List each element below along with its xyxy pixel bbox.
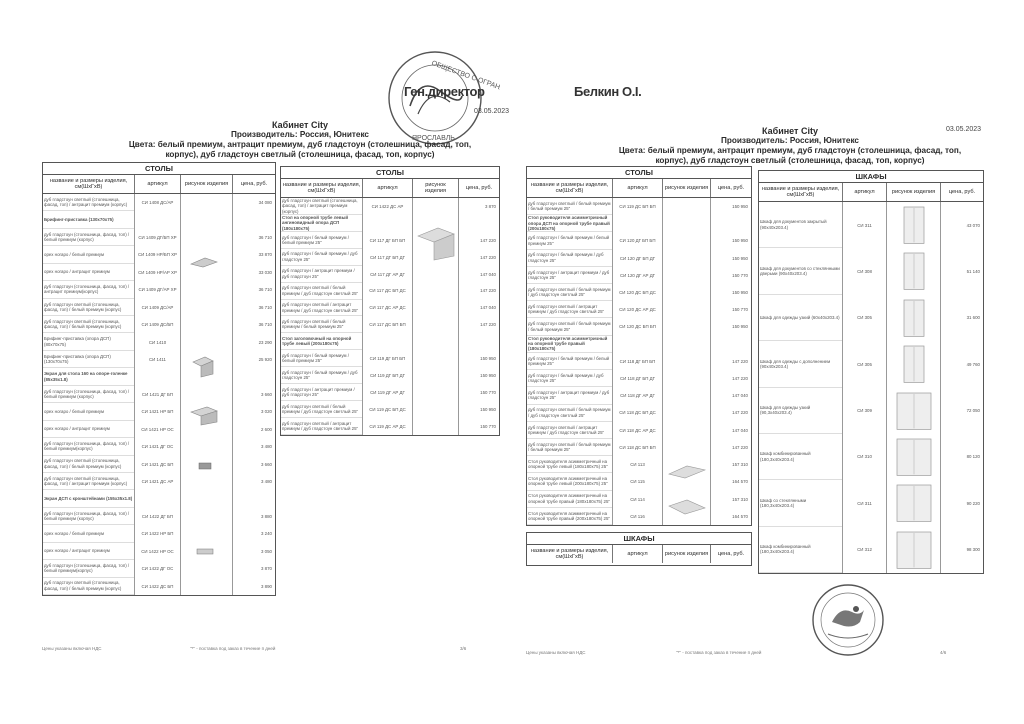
row-price: 90 220 [966, 500, 980, 506]
row-price [711, 336, 751, 353]
table-caption: ШКАФЫ [759, 171, 983, 183]
row-price [233, 368, 275, 385]
row-price: 23 290 [258, 339, 272, 345]
row-name: дуб гладстоун светлый / белый премиум / белый премиум 25" [527, 198, 612, 215]
svg-text:ЯРОСЛАВЛЬ: ЯРОСЛАВЛЬ [412, 135, 455, 142]
row-price: 164 570 [732, 479, 748, 485]
cabinet-icon [896, 484, 932, 527]
row-article: СИ 120 ДГ АР ДГ [619, 272, 656, 278]
col-header-picture: рисунок изделия [663, 179, 711, 197]
row-name: дуб гладстоун светлый / белый премиум / дуб гладстоун светлый 25" [281, 283, 362, 300]
row-name: Брифинг-приставка (опора ДСП) (130х70х75) [43, 351, 134, 368]
col-article [135, 194, 181, 595]
row-article: СИ 1422 ДС АР [371, 203, 404, 209]
row-article [363, 333, 412, 350]
row-price: 150 950 [732, 203, 748, 209]
row-price: 147 040 [732, 393, 748, 399]
row-name: Шкаф для одежды с дополнением (90х40х203.4) [759, 341, 842, 387]
row-name: дуб гладстоун / белый премиум / дуб гладстоун 25" [527, 370, 612, 387]
row-article: СИ 118 ДГ АР ДГ [620, 393, 655, 399]
row-article: СИ 1421 ДГ ОС [141, 444, 174, 450]
row-article [613, 336, 662, 353]
row-name: Стол руководителя асимметричный на опорной трубе правый (180х180х75) 25" [527, 491, 612, 508]
col-header-price: цена, руб. [465, 184, 493, 191]
row-article: СИ 117 ДГ БП ДГ [370, 254, 405, 260]
table-caption: СТОЛЫ [281, 167, 499, 179]
row-name: Экран для стола 160 на опоре-голенке (85х35х1.8) [43, 368, 134, 385]
table-body [527, 198, 751, 525]
row-article: СИ 117 ДС АР ДС [369, 305, 406, 311]
row-price: 147 220 [480, 237, 496, 243]
briefing-table-icon [189, 254, 219, 273]
row-name: Стол руководителя асимметричный опора ДСП на опорной трубе правый (200х180х75) [527, 215, 612, 232]
col-header-picture: рисунок изделия [663, 545, 711, 563]
row-price: 3 660 [261, 461, 272, 467]
row-name: Стол руководителя асимметричный на опорной трубе левый (180х180х75) 25" [527, 456, 612, 473]
row-article [135, 368, 180, 385]
row-article: СИ 119 ДГ АР ДГ [370, 390, 405, 396]
row-name: дуб гладстоун / белый премиум / белый премиум 25" [527, 232, 612, 249]
row-name: Стол руководителя асимметричный на опорной трубе левый (200х180х75) 25" [527, 473, 612, 490]
row-price: 150 770 [732, 272, 748, 278]
company-seal-icon [810, 582, 886, 658]
row-article: СИ 1409 ДС/БП [141, 322, 174, 328]
row-name: дуб гладстоун (столешница, фасад, топ) / антрацит премиум(корпус) [43, 281, 134, 298]
row-name: дуб гладстоун светлый (столешница, фасад, топ) / антрацит премиум (корпус) [43, 194, 134, 211]
row-price: 3 870 [485, 203, 496, 209]
row-price: 98 300 [966, 547, 980, 553]
row-price: 147 040 [480, 271, 496, 277]
vat-note-right: Цены указаны включая НДС [526, 650, 586, 655]
row-name: орех ногаро / белый премиум [43, 525, 134, 542]
row-price: 80 120 [966, 454, 980, 460]
row-article: СИ 114 [630, 496, 645, 502]
row-article: СИ 1421 ДС БП [141, 461, 174, 467]
row-price: 150 950 [480, 406, 496, 412]
row-price [711, 215, 751, 232]
row-article: СИ 1410 [148, 339, 167, 345]
row-price: 150 950 [732, 290, 748, 295]
row-name: дуб гладстоун / белый премиум / дуб гладстоун 25" [281, 367, 362, 384]
row-name: дуб гладстоун / белый премиум / белый премиум 25" [281, 350, 362, 367]
row-name: дуб гладстоун (столешница, фасад, топ) / белый премиум(корпус) [43, 438, 134, 455]
table-desks-2 [280, 166, 500, 436]
col-name [43, 194, 135, 595]
table-desks-1 [42, 162, 276, 596]
row-article: СИ 1411 [149, 356, 166, 362]
row-article: СИ 118 ДС БП БП [619, 444, 656, 450]
row-article: СИ 118 ДС АР ДС [619, 427, 656, 433]
row-article [135, 211, 180, 228]
row-name: дуб гладстоун / антрацит премиум / дуб гладстоун 25" [281, 266, 362, 283]
row-name: орех ногаро / антрацит премиум [43, 264, 134, 281]
row-name: дуб гладстоун / белый премиум / белый премиум 25" [527, 353, 612, 370]
screen-panel-2-icon [195, 544, 215, 562]
cabinet-icon [903, 299, 925, 342]
row-article: СИ 117 ДС БП ДС [369, 288, 406, 294]
row-name: дуб гладстоун светлый / белый премиум / дуб гладстоун светлый 25" [527, 405, 612, 422]
col-header-article: артикул [613, 179, 663, 197]
column-headers [43, 175, 275, 194]
row-name: Шкаф комбинированный (180,3х40х203.4) [759, 434, 842, 480]
row-article: СИ 1422 ДГ БП [141, 513, 174, 519]
row-name: Брифинг-приставка (130х70х75) [43, 211, 134, 228]
row-price: 36 710 [258, 322, 272, 328]
row-price: 147 040 [732, 427, 748, 433]
col-picture [887, 202, 941, 573]
row-article: СИ 1422 НР БП [141, 531, 174, 537]
row-article: СИ 119 ДС АР ДС [369, 423, 406, 429]
table-caption: ШКАФЫ [527, 533, 751, 545]
order-note-right: "*" - поставка под заказ в течение п дней [676, 650, 762, 655]
row-price: 157 310 [732, 462, 748, 468]
right-header [600, 126, 980, 166]
row-name: Шкаф для одежды узкий (90,3х40х203.4) [759, 388, 842, 434]
col-article [843, 202, 887, 573]
row-article: СИ 117 ДГ АР ДГ [370, 271, 405, 277]
row-name: дуб гладстоун (столешница, фасад, топ) / белый премиум(корпус) [43, 560, 134, 577]
corner-desk-right-icon [667, 498, 707, 523]
col-price [459, 198, 499, 435]
row-article: СИ 1421 НР ОС [141, 426, 174, 432]
cabinet-icon [903, 345, 925, 388]
col-header-name: название и размеры изделия, см(ШхГхВ) [281, 179, 363, 197]
row-article: СИ 310 [857, 454, 872, 460]
row-article: СИ 120 ДС БП БП [619, 324, 656, 330]
col-header-price: цена, руб. [717, 184, 745, 191]
table-caption: СТОЛЫ [527, 167, 751, 179]
table-body [281, 198, 499, 435]
doc-title: Кабинет City [272, 120, 328, 130]
row-price: 3 480 [261, 479, 272, 485]
col-picture [413, 198, 459, 435]
cabinet-icon [896, 531, 932, 574]
signature-role: Ген.директор [404, 84, 485, 99]
col-header-name: название и размеры изделия, см(ШхГхВ) [527, 545, 613, 563]
table-cabinets [758, 170, 984, 574]
row-name: Шкаф для документов со стеклянными дверьми (90х40х203.4) [759, 248, 842, 294]
row-price [459, 333, 499, 350]
row-price: 147 220 [480, 254, 496, 260]
row-name: дуб гладстоун светлый / антрацит премиум / дуб гладстоун светлый 25" [527, 422, 612, 439]
doc-date: 03.05.2023 [946, 126, 982, 133]
row-name: Брифинг-приставка (опора ДСП) (80х70х75) [43, 333, 134, 350]
row-price: 3 880 [261, 513, 272, 519]
row-article: СИ 120 ДС АР ДС [619, 307, 656, 313]
row-article: СИ 116 [630, 513, 645, 519]
row-price: 2 600 [261, 426, 272, 432]
briefing-table-wide-icon [189, 404, 219, 431]
col-article [613, 198, 663, 525]
row-price: 3 480 [261, 444, 272, 450]
col-name [281, 198, 363, 435]
col-header-name: название и размеры изделия, см(ШхГхВ) [527, 179, 613, 197]
row-name: Шкаф комбинированный (180,3х40х203.4) [759, 527, 842, 573]
row-article: СИ 1421 ДС АР [141, 479, 174, 485]
row-article: СИ 120 ДГ БП ДГ [619, 255, 656, 261]
row-name: дуб гладстоун светлый (столешница, фасад, топ) / белый премиум (корпус) [43, 316, 134, 333]
row-name: дуб гладстоун светлый (столешница, фасад, топ) / белый премиум (корпус) [43, 299, 134, 316]
col-price [233, 194, 275, 595]
row-price [459, 215, 499, 232]
row-article: СИ 311 [857, 222, 872, 228]
row-name: дуб гладстоун светлый / белый премиум / белый премиум 25" [527, 318, 612, 335]
row-price: 25 920 [258, 356, 272, 362]
row-price: 36 710 [258, 287, 272, 293]
row-article: СИ 1421 ДГ БП [141, 391, 174, 397]
row-article: СИ 1409 НР/АР ХР [138, 269, 177, 275]
col-header-name: название и размеры изделия, см(ШхГхВ) [43, 175, 135, 193]
row-price: 150 950 [480, 373, 496, 379]
row-price: 157 310 [732, 496, 748, 502]
col-header-price: цена, руб. [717, 550, 745, 557]
row-price: 147 220 [480, 288, 496, 294]
col-header-article: артикул [843, 183, 887, 201]
col-header-name: название и размеры изделия, см(ШхГхВ) [759, 183, 843, 201]
row-price: 43 070 [966, 222, 980, 228]
row-price: 3 050 [261, 548, 272, 554]
table-caption: СТОЛЫ [43, 163, 275, 175]
row-name: орех ногаро / антрацит премиум [43, 543, 134, 560]
manufacturer: Производитель: Россия, Юнитекс [721, 136, 859, 145]
row-name: дуб гладстоун светлый / антрацит премиум / дуб гладстоун светлый 25" [527, 301, 612, 318]
row-name: дуб гладстоун / антрацит премиум / дуб гладстоун 25" [527, 387, 612, 404]
col-header-article: артикул [135, 175, 181, 193]
stamp-date: 03.05.2023 [474, 108, 510, 115]
row-price: 150 770 [732, 307, 748, 313]
row-name: Экран ДСП с кронштейнами (155х35х1.8) [43, 490, 134, 507]
table-body [43, 194, 275, 595]
row-price: 72 050 [966, 408, 980, 414]
column-headers [527, 545, 751, 563]
row-article [363, 215, 412, 232]
page-number-right: 4/6 [940, 650, 947, 655]
row-name: дуб гладстоун (столешница, фасад, топ) / белый премиум (корпус) [43, 386, 134, 403]
column-headers [281, 179, 499, 198]
row-price: 147 220 [732, 376, 748, 382]
cabinet-icon [903, 206, 925, 249]
page-number-left: 3/6 [460, 646, 467, 651]
row-price: 49 760 [966, 361, 980, 367]
table-cabinets-header [526, 532, 752, 566]
col-header-picture: рисунок изделия [887, 183, 941, 201]
col-header-article: артикул [363, 179, 413, 197]
row-article: СИ 1408 ДС/АР [141, 200, 174, 206]
row-name: дуб гладстоун / белый премиум / белый премиум 25" [281, 232, 362, 249]
row-article: СИ 305 [857, 361, 872, 367]
svg-text:ОБЩЕСТВО С ОГРАНИЧЕННОЙ: ОБЩЕСТВО С ОГРАНИЧЕННОЙ [430, 59, 500, 104]
manufacturer: Производитель: Россия, Юнитекс [231, 130, 369, 139]
row-name: Стол руководителя асимметричный на опорной трубе правый (200х180х75) 25" [527, 508, 612, 525]
col-header-price: цена, руб. [240, 180, 268, 187]
row-name: Стол на опорной трубе левый ангиновидный опора ДСП (180х180х75) [281, 215, 362, 232]
row-price: 3 240 [261, 531, 272, 537]
row-article: СИ 119 ДГ БП ДГ [370, 373, 405, 379]
row-name: Шкаф для документов закрытый (90х40х203.4) [759, 202, 842, 248]
row-price: 150 770 [480, 390, 496, 396]
row-price: 3 870 [261, 566, 272, 572]
col-name [527, 198, 613, 525]
column-headers [527, 179, 751, 198]
cabinet-icon [903, 252, 925, 295]
corner-desk-left-icon [416, 226, 456, 267]
col-picture [663, 198, 711, 525]
table-body [759, 202, 983, 573]
row-article: СИ 115 [630, 479, 645, 485]
row-name: дуб гладстоун светлый / антрацит премиум / дуб гладстоун светлый 25" [281, 300, 362, 317]
col-name [759, 202, 843, 573]
row-name: дуб гладстоун светлый / белый премиум / белый премиум 25" [527, 439, 612, 456]
row-price: 33 030 [258, 269, 272, 275]
row-article: СИ 120 ДС БП ДС [619, 290, 656, 295]
row-name: дуб гладстоун светлый / антрацит премиум / дуб гладстоун светлый 25" [281, 418, 362, 435]
row-name: дуб гладстоун / белый премиум / дуб гладстоун 25" [527, 250, 612, 267]
row-price: 34 080 [258, 200, 272, 206]
col-picture [181, 194, 233, 595]
row-name: дуб гладстоун светлый (столешница, фасад, топ) / белый премиум (корпус) [43, 456, 134, 473]
row-price: 147 220 [732, 444, 748, 450]
briefing-table-l-icon [191, 354, 215, 383]
row-price: 164 570 [732, 513, 748, 519]
row-name: дуб гладстоун (столешница, фасад, топ) / белый премиум (корпус) [43, 508, 134, 525]
row-name: дуб гладстоун светлый / белый премиум / дуб гладстоун светлый 25" [281, 401, 362, 418]
row-article [613, 215, 662, 232]
doc-title: Кабинет City [762, 126, 818, 136]
row-article: СИ 119 ДС БП БП [619, 203, 656, 209]
row-price: 36 710 [258, 234, 272, 240]
row-name: орех ногаро / антрацит премиум [43, 421, 134, 438]
row-name: дуб гладстоун светлый (столешница, фасад, топ) / антрацит премиум (корпус) [43, 473, 134, 490]
row-name: Шкаф для одежды узкий (60х40х203.4) [759, 295, 842, 341]
row-name: Стол заголовочный на опорной трубе левый (200х180х75) [281, 333, 362, 350]
row-name: Шкаф со стеклянными (180,3х40х203.4) [759, 480, 842, 526]
row-price: 51 140 [966, 268, 980, 274]
colors-line-1: Цвета: белый премиум, антрацит премиум, дуб гладстоун (столешница, фасад, топ, [128, 140, 472, 149]
cabinet-icon [896, 392, 932, 435]
colors-line-2: корпус), дуб гладстоун светлый (столешница, фасад, топ, корпус) [165, 150, 435, 159]
row-article: СИ 309 [857, 408, 872, 414]
colors-line-2: корпус), дуб гладстоун светлый (столешница, фасад, топ, корпус) [655, 156, 925, 165]
row-article: СИ 305 [857, 315, 872, 321]
row-price: 3 890 [261, 583, 272, 589]
row-name: дуб гладстоун светлый (столешница, фасад, топ) / белый премиум (корпус) [43, 578, 134, 595]
row-name: орех ногаро / белый премиум [43, 403, 134, 420]
row-name: Стол руководителя асимметричный на опорной трубе правый (180х180х75) [527, 336, 612, 353]
col-article [363, 198, 413, 435]
row-price: 3 660 [261, 391, 272, 397]
row-price: 33 870 [258, 252, 272, 258]
corner-desk-icon [667, 462, 707, 487]
row-article: СИ 1409 ДГ/АР ХР [138, 287, 177, 293]
row-price: 36 710 [258, 304, 272, 310]
colors-line-1: Цвета: белый премиум, антрацит премиум, дуб гладстоун (столешница, фасад, топ, [618, 146, 962, 155]
screen-panel-icon [197, 458, 213, 476]
row-article: СИ 311 [857, 500, 872, 506]
row-name: дуб гладстоун светлый / белый премиум / белый премиум 25" [281, 317, 362, 334]
row-article: СИ 118 ДГ БП ДГ [620, 376, 655, 382]
row-price: 147 220 [732, 410, 748, 416]
row-price: 147 220 [480, 322, 496, 328]
row-name: дуб гладстоун (столешница, фасад, топ) / белый премиум (корпус) [43, 229, 134, 246]
row-name: дуб гладстоун / антрацит премиум / дуб гладстоун 25" [527, 267, 612, 284]
row-article: СИ 1422 ДС БП [141, 583, 174, 589]
vat-note-left: Цены указаны включая НДС [42, 646, 102, 651]
row-price: 147 220 [732, 358, 748, 364]
row-price: 150 950 [732, 238, 748, 244]
row-price: 150 950 [732, 255, 748, 261]
row-article: СИ 117 ДГ БП БП [369, 237, 406, 243]
row-article: СИ 1422 ДГ ОС [141, 566, 174, 572]
row-article: СИ 119 ДС БП ДС [369, 406, 406, 412]
col-header-picture: рисунок изделия [413, 179, 459, 197]
row-name: дуб гладстоун светлый (столешница, фасад, топ) / антрацит премиум (корпус) [281, 198, 362, 215]
row-article: СИ 118 ДС БП ДС [619, 410, 656, 416]
col-header-picture: рисунок изделия [181, 175, 233, 193]
row-article: СИ 120 ДГ БП БП [619, 238, 656, 244]
row-article: СИ 308 [857, 268, 872, 274]
row-article: СИ 119 ДГ БП БП [369, 356, 406, 362]
row-name: орех ногаро / белый премиум [43, 246, 134, 263]
row-article: СИ 1409 ДГ/БП ХР [138, 234, 177, 240]
left-header [120, 120, 480, 160]
row-price: 31 600 [966, 315, 980, 321]
table-desks-3 [526, 166, 752, 526]
column-headers [759, 183, 983, 202]
row-price: 147 040 [480, 305, 496, 311]
row-price: 150 770 [480, 423, 496, 429]
row-article: СИ 113 [630, 462, 645, 468]
row-article: СИ 1422 НР ОС [141, 548, 174, 554]
row-article: СИ 1409 НР/БП ХР [138, 252, 177, 258]
signature-name: Белкин О.І. [574, 84, 642, 99]
col-header-article: артикул [613, 545, 663, 563]
row-name: дуб гладстоун светлый / белый премиум / дуб гладстоун светлый 25" [527, 284, 612, 301]
row-article: СИ 118 ДГ БП БП [619, 358, 656, 364]
col-header-price: цена, руб. [948, 188, 976, 195]
order-note-left: "*" - поставка под заказ в течение п дней [190, 646, 276, 651]
row-article: СИ 1421 НР БП [141, 409, 174, 415]
row-name: дуб гладстоун / антрацит премиум / дуб гладстоун 25" [281, 384, 362, 401]
row-price: 150 950 [480, 356, 496, 362]
row-price: 150 950 [732, 324, 748, 330]
row-name: дуб гладстоун / белый премиум / дуб гладстоун 25" [281, 249, 362, 266]
row-price: 3 020 [261, 409, 272, 415]
row-article: СИ 117 ДС БП БП [369, 322, 406, 328]
col-price [711, 198, 751, 525]
row-price [233, 490, 275, 507]
row-article: СИ 1409 ДС/АР [141, 304, 174, 310]
row-price [233, 211, 275, 228]
row-article: СИ 312 [857, 547, 872, 553]
row-article [135, 490, 180, 507]
cabinet-icon [896, 438, 932, 481]
col-price [941, 202, 983, 573]
